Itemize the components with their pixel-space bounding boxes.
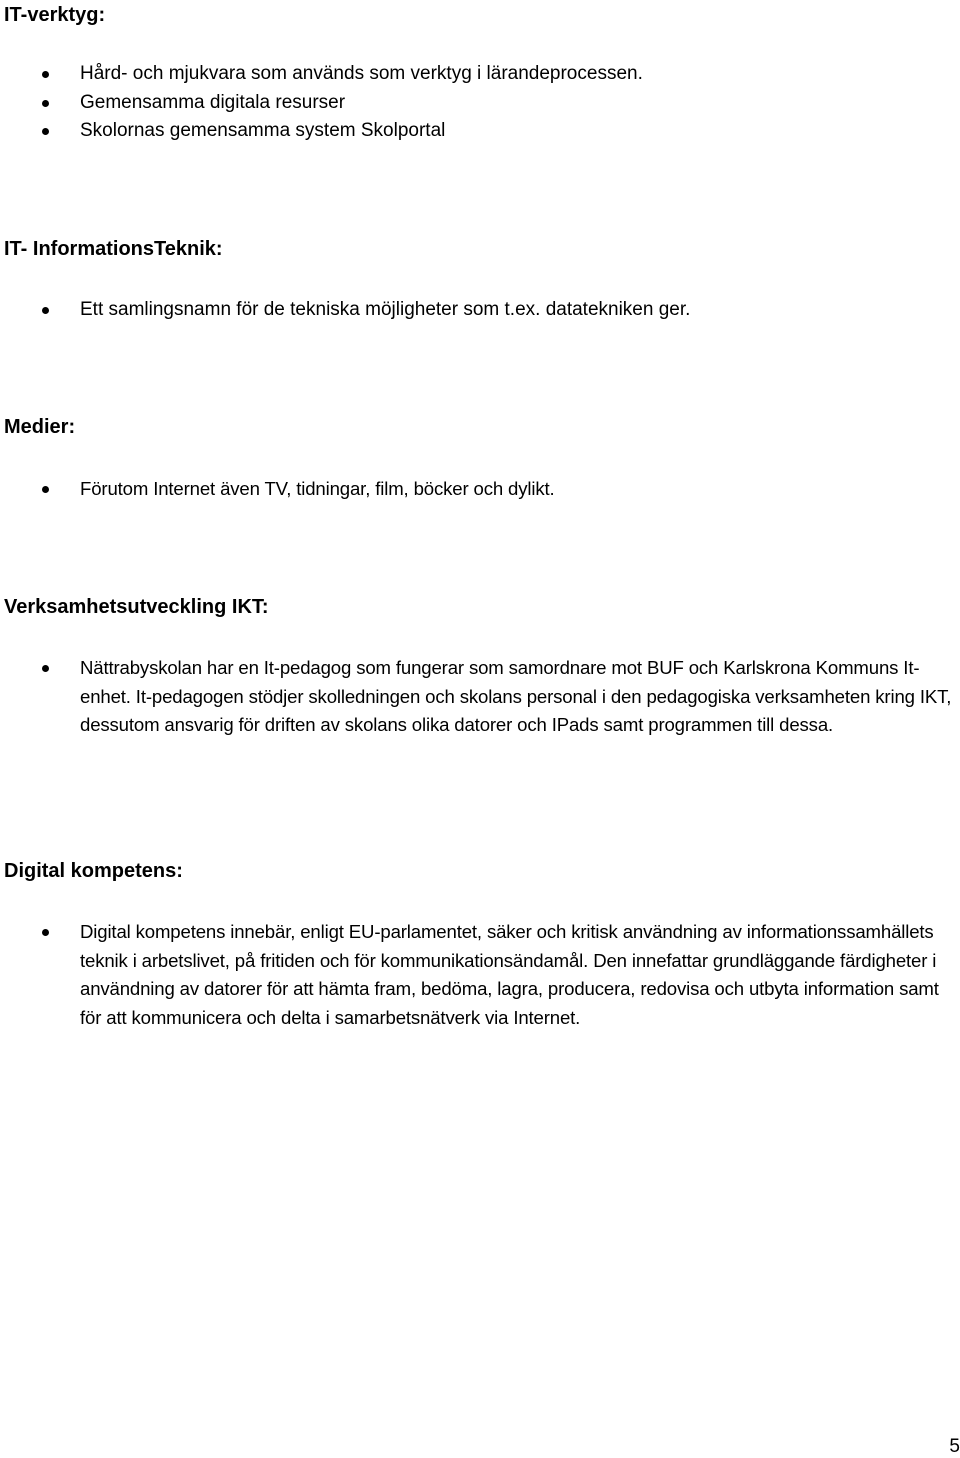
list-item: Gemensamma digitala resurser bbox=[0, 89, 960, 118]
list-item: Digital kompetens innebär, enligt EU-parlamentet, säker och kritisk användning av informationssamhällets teknik i arbetslivet, på fritiden och för kommunikationsändamål. Den innefattar grundläggande färdigheter i användning av datorer för att hämta fram, bedöma, lagra, producera, redovisa och utbyta information samt för att kommunicera och delta i samarbetsnätverk via Internet. bbox=[0, 918, 960, 1032]
bullet-icon bbox=[42, 307, 49, 314]
bullet-list-medier bbox=[0, 475, 960, 504]
bullet-list-verksamhetsutveckling-ikt bbox=[0, 654, 960, 740]
bullet-icon bbox=[42, 929, 49, 936]
section-heading-medier: Medier: bbox=[4, 416, 76, 438]
bullet-list-digital-kompetens bbox=[0, 918, 960, 1032]
section-heading-it-verktyg: IT-verktyg: bbox=[4, 4, 106, 26]
bullet-icon bbox=[42, 486, 49, 493]
bullet-icon bbox=[42, 71, 49, 78]
list-item: Förutom Internet även TV, tidningar, film, böcker och dylikt. bbox=[0, 475, 960, 504]
bullet-list-it-informationsteknik bbox=[0, 296, 960, 325]
list-item: Ett samlingsnamn för de tekniska möjligheter som t.ex. datatekniken ger. bbox=[0, 296, 960, 325]
bullet-icon bbox=[42, 128, 49, 135]
list-item: Nättrabyskolan har en It-pedagog som fungerar som samordnare mot BUF och Karlskrona Kommuns It-enhet. It-pedagogen stödjer skolledningen och skolans personal i den pedagogiska verksamheten kring IKT, dessutom ansvarig för driften av skolans olika datorer och IPads samt programmen till dessa. bbox=[0, 654, 960, 740]
section-heading-verksamhetsutveckling-ikt: Verksamhetsutveckling IKT: bbox=[4, 596, 269, 618]
list-item: Hård- och mjukvara som används som verktyg i lärandeprocessen. bbox=[0, 60, 960, 89]
bullet-icon bbox=[42, 100, 49, 107]
section-heading-digital-kompetens: Digital kompetens: bbox=[4, 860, 183, 882]
page-number: 5 bbox=[949, 1436, 960, 1457]
list-item: Skolornas gemensamma system Skolportal bbox=[0, 117, 960, 146]
bullet-list-it-verktyg bbox=[0, 60, 960, 146]
bullet-icon bbox=[42, 665, 49, 672]
section-heading-it-informationsteknik: IT- InformationsTeknik: bbox=[4, 238, 223, 260]
